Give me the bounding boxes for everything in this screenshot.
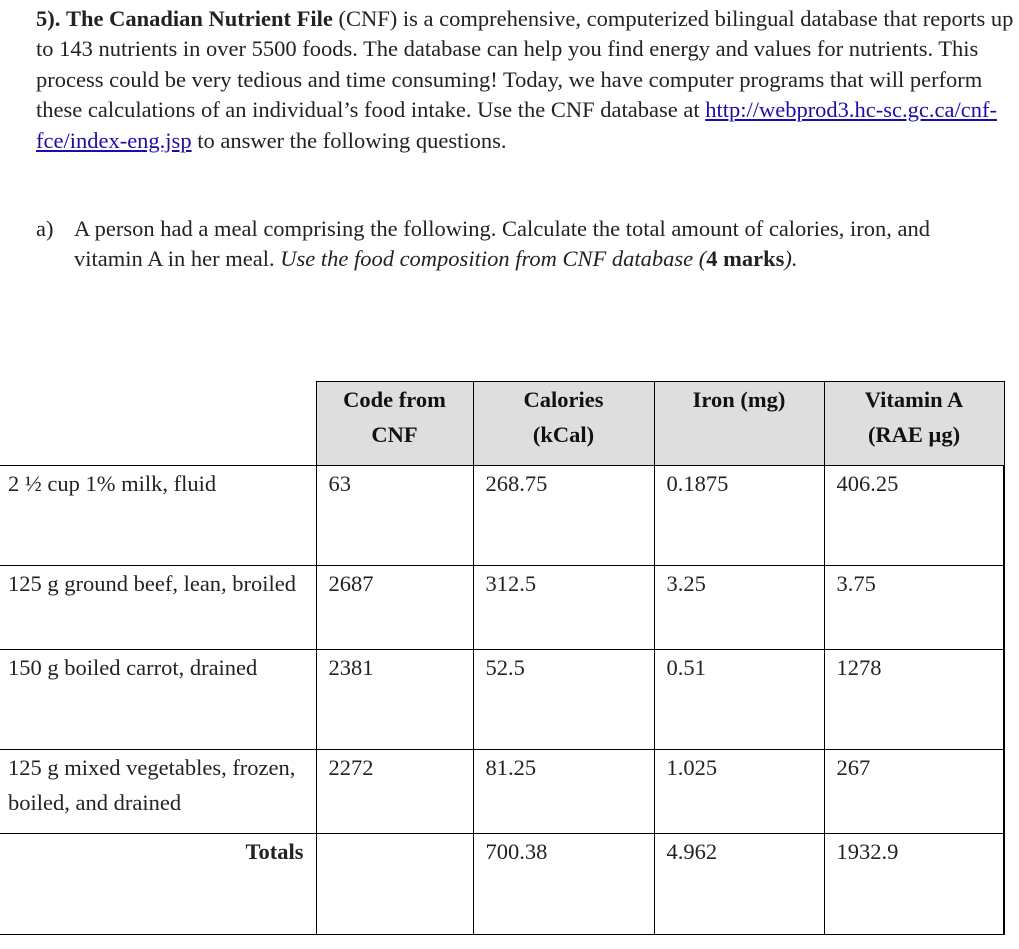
part-a-text (74, 214, 996, 275)
food-cell: 125 g ground beef, lean, broiled (0, 566, 316, 650)
part-a-marker: a) (36, 216, 54, 241)
food-cell: 125 g mixed vegetables, frozen, boiled, and drained (0, 750, 316, 834)
header-iron: Iron (mg) (654, 382, 824, 466)
totals-calories: 700.38 (473, 834, 654, 935)
header-vitamin-a-line2: (RAE μg) (867, 422, 961, 447)
calories-cell: 52.5 (473, 650, 654, 750)
iron-cell: 0.1875 (654, 466, 824, 566)
code-cell: 2381 (316, 650, 473, 750)
question-after-link: to answer the following questions. (191, 127, 507, 153)
question-number: 5). (36, 6, 61, 31)
vitamin-a-cell: 406.25 (824, 466, 1004, 566)
iron-cell: 3.25 (654, 566, 824, 650)
totals-label: Totals (0, 834, 316, 935)
table-row (0, 566, 1004, 650)
totals-iron: 4.962 (654, 834, 824, 935)
part-a-italic-close: ). (784, 246, 798, 272)
table-row (0, 650, 1004, 750)
vitamin-a-cell: 267 (824, 750, 1004, 834)
table-row (0, 466, 1004, 566)
question-intro: (CNF) is a comprehensive, computerized bilingual database that reports up to 143 nutrients in over 5500 foods. The database can help you find energy and values for nutrients. This process could be very tedious and time consuming! Today, we have computer programs that will perform these calculations of an individual’s food intake. Use the CNF database at (36, 6, 1014, 123)
header-vitamin-a (824, 382, 1004, 466)
food-cell: 2 ½ cup 1% milk, fluid (0, 466, 316, 566)
vitamin-a-cell: 1278 (824, 650, 1004, 750)
nutrient-table (0, 381, 1005, 935)
header-code-line1: Code from (343, 387, 446, 412)
calories-cell: 81.25 (473, 750, 654, 834)
code-cell: 2687 (316, 566, 473, 650)
food-cell: 150 g boiled carrot, drained (0, 650, 316, 750)
totals-vitamin-a: 1932.9 (824, 834, 1004, 935)
part-a-italic: Use the food composition from CNF database ( (280, 246, 707, 272)
table-row (0, 750, 1004, 834)
header-calories (473, 382, 654, 466)
part-a-instruction: A person had a meal comprising the following. Calculate the total amount of calories, iron, and vitamin A in her meal. (74, 216, 931, 272)
header-vitamin-a-line1: Vitamin A (864, 387, 964, 412)
iron-cell: 1.025 (654, 750, 824, 834)
table-header-row (0, 382, 1004, 466)
header-code-line2: CNF (371, 422, 418, 447)
iron-cell: 0.51 (654, 650, 824, 750)
code-cell: 63 (316, 466, 473, 566)
vitamin-a-cell: 3.75 (824, 566, 1004, 650)
header-calories-line2: (kCal) (532, 422, 595, 447)
question-5-paragraph (36, 4, 1016, 156)
totals-row (0, 834, 1004, 935)
code-cell: 2272 (316, 750, 473, 834)
part-a-question (36, 214, 996, 275)
header-food-empty (0, 382, 316, 466)
header-calories-line1: Calories (523, 387, 604, 412)
totals-code-empty (316, 834, 473, 935)
header-code (316, 382, 473, 466)
question-title: The Canadian Nutrient File (66, 6, 333, 31)
cnf-database-link[interactable]: http://webprod3.hc-sc.gc.ca/cnf-fce/index-eng.jsp (36, 97, 997, 153)
calories-cell: 268.75 (473, 466, 654, 566)
part-a-marks: 4 marks (706, 246, 785, 272)
calories-cell: 312.5 (473, 566, 654, 650)
